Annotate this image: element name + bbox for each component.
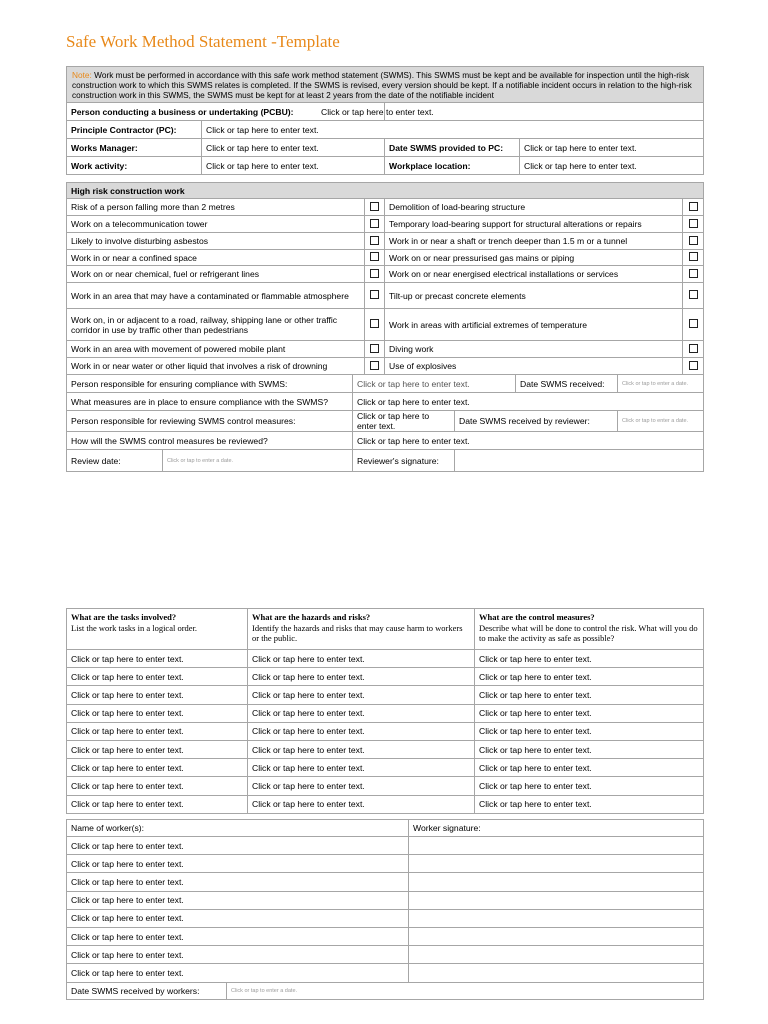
workers-row bbox=[67, 891, 704, 909]
tasks-cell[interactable]: Click or tap here to enter text. bbox=[475, 722, 704, 740]
pcbu-label: Person conducting a business or undertaking (PCBU): bbox=[67, 103, 385, 121]
swms-details-table bbox=[66, 66, 704, 175]
checkbox[interactable] bbox=[365, 266, 385, 283]
checkbox-icon bbox=[370, 219, 379, 228]
checkbox[interactable] bbox=[683, 216, 704, 233]
workers-row bbox=[67, 909, 704, 927]
date-received-field[interactable]: Click or tap to enter a date. bbox=[618, 375, 704, 393]
hrcw-item-right: Temporary load-bearing support for structural alterations or repairs bbox=[385, 216, 683, 233]
responsible-label: Person responsible for ensuring compliance with SWMS: bbox=[67, 375, 353, 393]
workers-row bbox=[67, 964, 704, 982]
tasks-column-header bbox=[475, 609, 704, 650]
tasks-row bbox=[67, 740, 704, 758]
checkbox-icon bbox=[370, 269, 379, 278]
column-description: List the work tasks in a logical order. bbox=[71, 622, 198, 633]
worker-signature-field[interactable] bbox=[409, 855, 704, 873]
checkbox[interactable] bbox=[365, 216, 385, 233]
tasks-cell[interactable]: Click or tap here to enter text. bbox=[67, 650, 248, 668]
pc-label: Principle Contractor (PC): bbox=[67, 121, 202, 139]
workers-row bbox=[67, 837, 704, 855]
tasks-cell[interactable]: Click or tap here to enter text. bbox=[67, 668, 248, 686]
checkbox-icon bbox=[689, 361, 698, 370]
hrcw-row bbox=[67, 199, 704, 216]
work-activity-label: Work activity: bbox=[67, 157, 202, 175]
hrcw-item-left: Work on, in or adjacent to a road, railway, shipping lane or other traffic corridor in use by traffic other than pedestrians bbox=[67, 309, 365, 341]
hrcw-row bbox=[67, 266, 704, 283]
worker-name-field[interactable]: Click or tap here to enter text. bbox=[67, 964, 409, 982]
note-label: Note: bbox=[72, 69, 92, 80]
worker-signature-field[interactable] bbox=[409, 964, 704, 982]
hrcw-heading: High risk construction work bbox=[67, 183, 704, 199]
hrcw-item-right: Use of explosives bbox=[385, 358, 683, 375]
worker-signature-field[interactable] bbox=[409, 873, 704, 891]
tasks-cell[interactable]: Click or tap here to enter text. bbox=[248, 650, 475, 668]
works-manager-label: Works Manager: bbox=[67, 139, 202, 157]
hrcw-item-right: Work in or near a shaft or trench deeper than 1.5 m or a tunnel bbox=[385, 233, 683, 250]
hrcw-item-left: Work on a telecommunication tower bbox=[67, 216, 365, 233]
tasks-cell[interactable]: Click or tap here to enter text. bbox=[67, 795, 248, 813]
checkbox[interactable] bbox=[683, 341, 704, 358]
compliance-table bbox=[66, 374, 704, 472]
hrcw-row bbox=[67, 250, 704, 266]
checkbox-icon bbox=[689, 344, 698, 353]
checkbox[interactable] bbox=[365, 358, 385, 375]
tasks-row bbox=[67, 759, 704, 777]
hrcw-row bbox=[67, 341, 704, 358]
tasks-column-header bbox=[248, 609, 475, 650]
tasks-cell[interactable]: Click or tap here to enter text. bbox=[248, 777, 475, 795]
hrcw-row bbox=[67, 233, 704, 250]
hrcw-item-left: Work in an area that may have a contaminated or flammable atmosphere bbox=[67, 283, 365, 309]
checkbox[interactable] bbox=[365, 309, 385, 341]
tasks-cell[interactable]: Click or tap here to enter text. bbox=[248, 704, 475, 722]
tasks-row bbox=[67, 686, 704, 704]
hrcw-row bbox=[67, 283, 704, 309]
tasks-cell[interactable]: Click or tap here to enter text. bbox=[248, 759, 475, 777]
workers-row bbox=[67, 927, 704, 945]
tasks-table bbox=[66, 608, 704, 814]
checkbox[interactable] bbox=[683, 266, 704, 283]
checkbox[interactable] bbox=[683, 309, 704, 341]
tasks-cell[interactable]: Click or tap here to enter text. bbox=[475, 686, 704, 704]
checkbox[interactable] bbox=[683, 358, 704, 375]
hrcw-row bbox=[67, 358, 704, 375]
tasks-row bbox=[67, 777, 704, 795]
tasks-row bbox=[67, 650, 704, 668]
date-provided-field[interactable]: Click or tap here to enter text. bbox=[520, 139, 704, 157]
worker-name-field[interactable]: Click or tap here to enter text. bbox=[67, 891, 409, 909]
page-title: Safe Work Method Statement -Template bbox=[66, 32, 340, 51]
tasks-cell[interactable]: Click or tap here to enter text. bbox=[67, 777, 248, 795]
checkbox-icon bbox=[370, 319, 379, 328]
hrcw-table bbox=[66, 182, 704, 375]
reviewer-signature-label: Reviewer's signature: bbox=[353, 450, 455, 472]
hrcw-item-left: Likely to involve disturbing asbestos bbox=[67, 233, 365, 250]
measures-field[interactable]: Click or tap here to enter text. bbox=[353, 393, 704, 411]
workers-date-field[interactable]: Click or tap to enter a date. bbox=[227, 982, 704, 999]
review-date-label: Review date: bbox=[67, 450, 163, 472]
tasks-cell[interactable]: Click or tap here to enter text. bbox=[475, 740, 704, 758]
hrcw-item-right: Diving work bbox=[385, 341, 683, 358]
hrcw-item-right: Work in areas with artificial extremes of temperature bbox=[385, 309, 683, 341]
hrcw-item-left: Work in or near water or other liquid that involves a risk of drowning bbox=[67, 358, 365, 375]
tasks-cell[interactable]: Click or tap here to enter text. bbox=[67, 759, 248, 777]
checkbox-icon bbox=[370, 361, 379, 370]
workers-date-label: Date SWMS received by workers: bbox=[67, 982, 227, 999]
hrcw-item-right: Tilt-up or precast concrete elements bbox=[385, 283, 683, 309]
hrcw-item-left: Work on or near chemical, fuel or refrigerant lines bbox=[67, 266, 365, 283]
hrcw-item-left: Work in or near a confined space bbox=[67, 250, 365, 266]
checkbox-icon bbox=[689, 219, 698, 228]
worker-name-field[interactable]: Click or tap here to enter text. bbox=[67, 927, 409, 945]
hrcw-item-right: Work on or near pressurised gas mains or piping bbox=[385, 250, 683, 266]
tasks-cell[interactable]: Click or tap here to enter text. bbox=[248, 668, 475, 686]
checkbox[interactable] bbox=[365, 341, 385, 358]
tasks-cell[interactable]: Click or tap here to enter text. bbox=[248, 686, 475, 704]
checkbox-icon bbox=[370, 202, 379, 211]
reviewing-label: Person responsible for reviewing SWMS control measures: bbox=[67, 411, 353, 432]
tasks-cell[interactable]: Click or tap here to enter text. bbox=[248, 795, 475, 813]
tasks-cell[interactable]: Click or tap here to enter text. bbox=[475, 668, 704, 686]
worker-signature-field[interactable] bbox=[409, 837, 704, 855]
checkbox-icon bbox=[370, 236, 379, 245]
hrcw-item-right: Work on or near energised electrical installations or services bbox=[385, 266, 683, 283]
checkbox[interactable] bbox=[683, 233, 704, 250]
checkbox[interactable] bbox=[683, 283, 704, 309]
checkbox[interactable] bbox=[365, 283, 385, 309]
date-received-reviewer-field[interactable]: Click or tap to enter a date. bbox=[618, 411, 704, 432]
tasks-cell[interactable]: Click or tap here to enter text. bbox=[475, 777, 704, 795]
reviewing-field[interactable]: Click or tap here to enter text. bbox=[353, 411, 455, 432]
hrcw-item-right: Demolition of load-bearing structure bbox=[385, 199, 683, 216]
hrcw-row bbox=[67, 309, 704, 341]
note-text: Work must be performed in accordance with this safe work method statement (SWMS). This SWMS must be kept and be available for inspection until the high-risk construction work to which this SWMS relates is completed. If the SWMS is revised, every version should be kept. If a notifiable incident occurs in relation to the high-risk construction work in this SWMS, the SWMS must be kept for at least 2 years from the date of the notifiable incident bbox=[72, 69, 692, 100]
column-description: Identify the hazards and risks that may cause harm to workers or the public. bbox=[252, 622, 463, 643]
tasks-row bbox=[67, 722, 704, 740]
works-manager-field[interactable]: Click or tap here to enter text. bbox=[202, 139, 385, 157]
checkbox-icon bbox=[370, 344, 379, 353]
workers-row bbox=[67, 946, 704, 964]
workers-table bbox=[66, 819, 704, 1000]
tasks-row bbox=[67, 668, 704, 686]
hrcw-row bbox=[67, 216, 704, 233]
column-title: What are the tasks involved? bbox=[71, 612, 177, 622]
note-cell bbox=[67, 67, 704, 103]
reviewer-signature-field[interactable] bbox=[455, 450, 704, 472]
checkbox[interactable] bbox=[683, 199, 704, 216]
worker-name-field[interactable]: Click or tap here to enter text. bbox=[67, 946, 409, 964]
workplace-location-field[interactable]: Click or tap here to enter text. bbox=[520, 157, 704, 175]
work-activity-field[interactable]: Click or tap here to enter text. bbox=[202, 157, 385, 175]
tasks-column-header bbox=[67, 609, 248, 650]
worker-signature-field[interactable] bbox=[409, 909, 704, 927]
worker-name-field[interactable]: Click or tap here to enter text. bbox=[67, 855, 409, 873]
workers-row bbox=[67, 855, 704, 873]
pc-field[interactable]: Click or tap here to enter text. bbox=[202, 121, 704, 139]
worker-name-field[interactable]: Click or tap here to enter text. bbox=[67, 873, 409, 891]
how-reviewed-field[interactable]: Click or tap here to enter text. bbox=[353, 432, 704, 450]
tasks-cell[interactable]: Click or tap here to enter text. bbox=[248, 740, 475, 758]
worker-signature-field[interactable] bbox=[409, 891, 704, 909]
measures-label: What measures are in place to ensure compliance with the SWMS? bbox=[67, 393, 353, 411]
review-date-field[interactable]: Click or tap to enter a date. bbox=[163, 450, 353, 472]
worker-signature-header: Worker signature: bbox=[409, 820, 704, 837]
checkbox[interactable] bbox=[365, 199, 385, 216]
checkbox-icon bbox=[689, 202, 698, 211]
worker-name-field[interactable]: Click or tap here to enter text. bbox=[67, 837, 409, 855]
hrcw-item-left: Work in an area with movement of powered mobile plant bbox=[67, 341, 365, 358]
tasks-cell[interactable]: Click or tap here to enter text. bbox=[67, 740, 248, 758]
checkbox-icon bbox=[370, 290, 379, 299]
column-title: What are the control measures? bbox=[479, 612, 595, 622]
tasks-cell[interactable]: Click or tap here to enter text. bbox=[475, 704, 704, 722]
checkbox[interactable] bbox=[365, 233, 385, 250]
checkbox[interactable] bbox=[365, 250, 385, 266]
checkbox-icon bbox=[689, 290, 698, 299]
date-received-label: Date SWMS received: bbox=[516, 375, 618, 393]
column-title: What are the hazards and risks? bbox=[252, 612, 371, 622]
how-reviewed-label: How will the SWMS control measures be reviewed? bbox=[67, 432, 353, 450]
checkbox-icon bbox=[370, 252, 379, 261]
worker-signature-field[interactable] bbox=[409, 946, 704, 964]
worker-signature-field[interactable] bbox=[409, 927, 704, 945]
tasks-cell[interactable]: Click or tap here to enter text. bbox=[475, 795, 704, 813]
tasks-cell[interactable]: Click or tap here to enter text. bbox=[475, 650, 704, 668]
tasks-cell[interactable]: Click or tap here to enter text. bbox=[67, 704, 248, 722]
tasks-cell[interactable]: Click or tap here to enter text. bbox=[475, 759, 704, 777]
responsible-field[interactable]: Click or tap here to enter text. bbox=[353, 375, 516, 393]
date-received-reviewer-label: Date SWMS received by reviewer: bbox=[455, 411, 618, 432]
tasks-cell[interactable]: Click or tap here to enter text. bbox=[67, 722, 248, 740]
date-provided-label: Date SWMS provided to PC: bbox=[385, 139, 520, 157]
worker-name-field[interactable]: Click or tap here to enter text. bbox=[67, 909, 409, 927]
checkbox-icon bbox=[689, 319, 698, 328]
checkbox-icon bbox=[689, 252, 698, 261]
tasks-row bbox=[67, 704, 704, 722]
worker-name-header: Name of worker(s): bbox=[67, 820, 409, 837]
checkbox-icon bbox=[689, 269, 698, 278]
workers-row bbox=[67, 873, 704, 891]
tasks-cell[interactable]: Click or tap here to enter text. bbox=[248, 722, 475, 740]
pcbu-field[interactable]: Click or tap here to enter text. bbox=[317, 103, 636, 121]
hrcw-item-left: Risk of a person falling more than 2 metres bbox=[67, 199, 365, 216]
column-description: Describe what will be done to control the risk. What will you do to make the activity as safe as possible? bbox=[479, 622, 698, 643]
checkbox[interactable] bbox=[683, 250, 704, 266]
tasks-row bbox=[67, 795, 704, 813]
workplace-location-label: Workplace location: bbox=[385, 157, 520, 175]
tasks-cell[interactable]: Click or tap here to enter text. bbox=[67, 686, 248, 704]
checkbox-icon bbox=[689, 236, 698, 245]
